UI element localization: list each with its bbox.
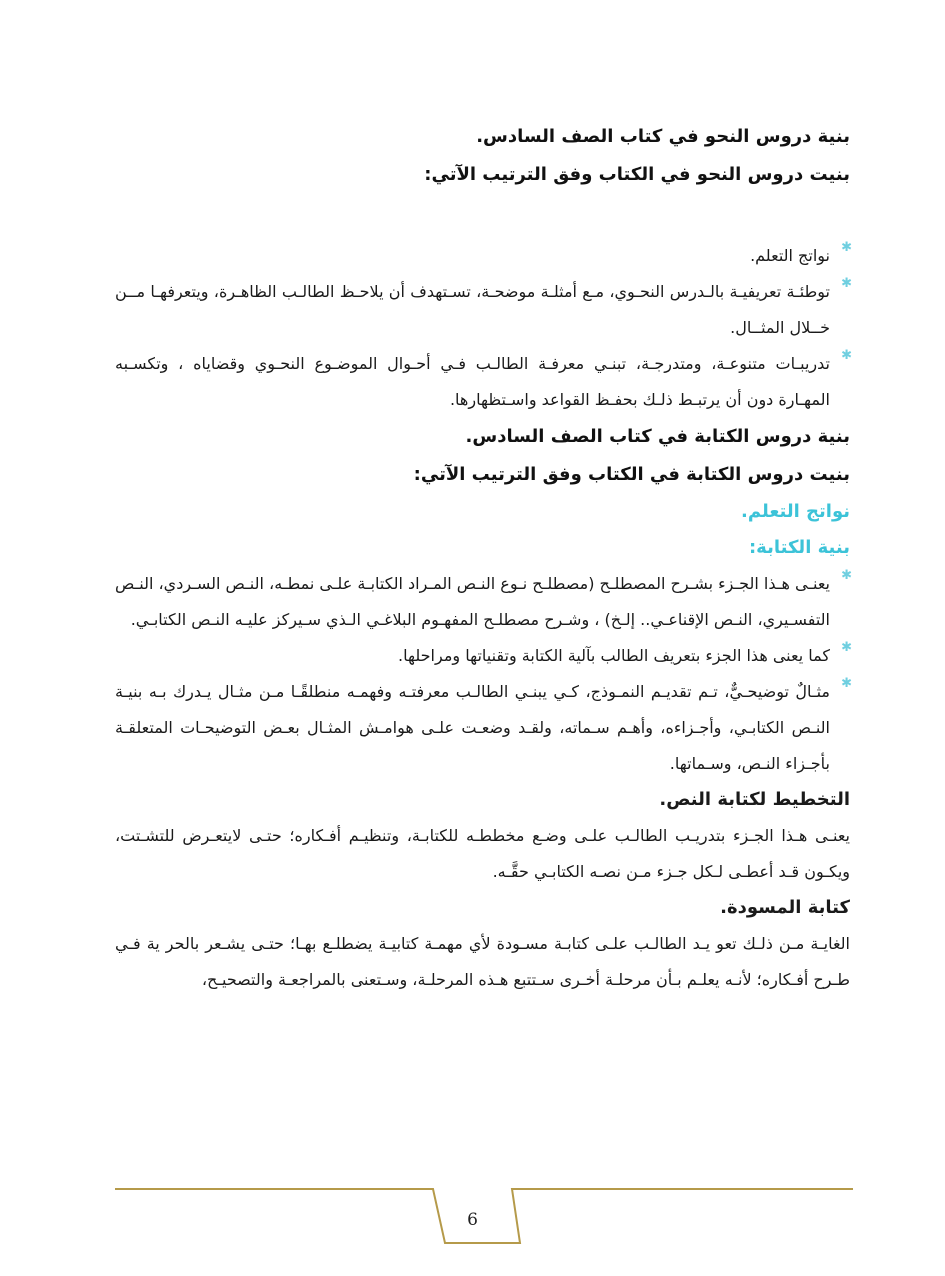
section2-intro: بنيت دروس الكتابة في الكتاب وفق الترتيب الآتي: [413,464,850,485]
asterisk-bullet-icon: ✱ [841,568,852,583]
asterisk-bullet-icon: ✱ [841,676,852,691]
list-item: ✱ كما يعنى هذا الجزء بتعريف الطالب بآلية الكتابة وتقنياتها ومراحلها. [115,638,850,674]
list-item: ✱ تدريبـات متنوعـة، ومتدرجـة، تبنـي معرفـة الطالـب فـي أحـوال الموضـوع النحـوي وقضاياه ، وتكسـبه المهـارة دون أن يرتبـط ذلـك بحفـظ القواعد واسـتظهارها. [115,346,850,418]
asterisk-bullet-icon: ✱ [841,640,852,655]
list-item: ✱ مثـالٌ توضيحـيٌّ، تـم تقديـم النمـوذج، كـي يبنـي الطالـب معرفتـه وفهمـه منطلقًـا مـن مثـال يـدرك بـه بنيـة النـص الكتابـي، وأجـزاءه، وأهـم سـماته، ولقـد وضعـت علـى هوامـش المثـال بعـض التوضيحـات المتعلقـة بأجـزاء النـص، وسـماتها. [115,674,850,782]
section3-title: التخطيط لكتابة النص. [659,789,850,810]
section1-title: بنية دروس النحو في كتاب الصف السادس. [476,126,850,147]
list-item: ✱ يعنـى هـذا الجـزء بشـرح المصطلـح (مصطلـح نـوع النـص المـراد الكتابـة علـى نمطـه، النـص السـردي، النـص التفسـيري، النـص الإقناعـي.. إلـخ) ، وشـرح مصطلـح المفهـوم البلاغـي الـذي سـيركز عليـه النـص الكتابـي. [115,566,850,638]
asterisk-bullet-icon: ✱ [841,240,852,255]
list-item: ✱ توطئـة تعريفيـة بالـدرس النحـوي، مـع أمثلـة موضحـة، تسـتهدف أن يلاحـظ الطالـب الظاهـرة، ويتعرفهـا مــن خــلال المثــال. [115,274,850,346]
asterisk-bullet-icon: ✱ [841,276,852,291]
page-content [115,118,850,998]
asterisk-bullet-icon: ✱ [841,348,852,363]
section1-intro: بنيت دروس النحو في الكتاب وفق الترتيب الآتي: [424,164,850,185]
section2-title: بنية دروس الكتابة في كتاب الصف السادس. [465,426,850,447]
section1-list [115,238,850,418]
section2-sub-structure: بنية الكتابة: [748,537,850,558]
section2-sub-outcomes: نواتج التعلم. [741,501,850,522]
section4-title: كتابة المسودة. [720,897,850,918]
section2-list [115,566,850,782]
list-item: ✱ نواتج التعلم. [115,238,850,274]
section3-body: يعنـى هـذا الجـزء بتدريـب الطالـب علـى وضـع مخططـه للكتابـة، وتنظيـم أفـكاره؛ حتـى لايتعـرض للتشـتت، ويكـون قـد أعطـى لـكل جـزء مـن نصـه الكتابـي حقَّـه. [115,826,850,881]
section4-body: الغايـة مـن ذلـك تعو يـد الطالـب علـى كتابـة مسـودة لأي مهمـة كتابيـة يضطلـع بهـا؛ حتـى يشـعر بالحر ية فـي طـرح أفـكاره؛ لأنـه يعلـم بـأن مرحلـة أخـرى سـتتبع هـذه المرحلـة، وسـتعنى بالمراجعـة والتصحيـح، [115,934,850,989]
page-number: 6 [467,1210,478,1230]
